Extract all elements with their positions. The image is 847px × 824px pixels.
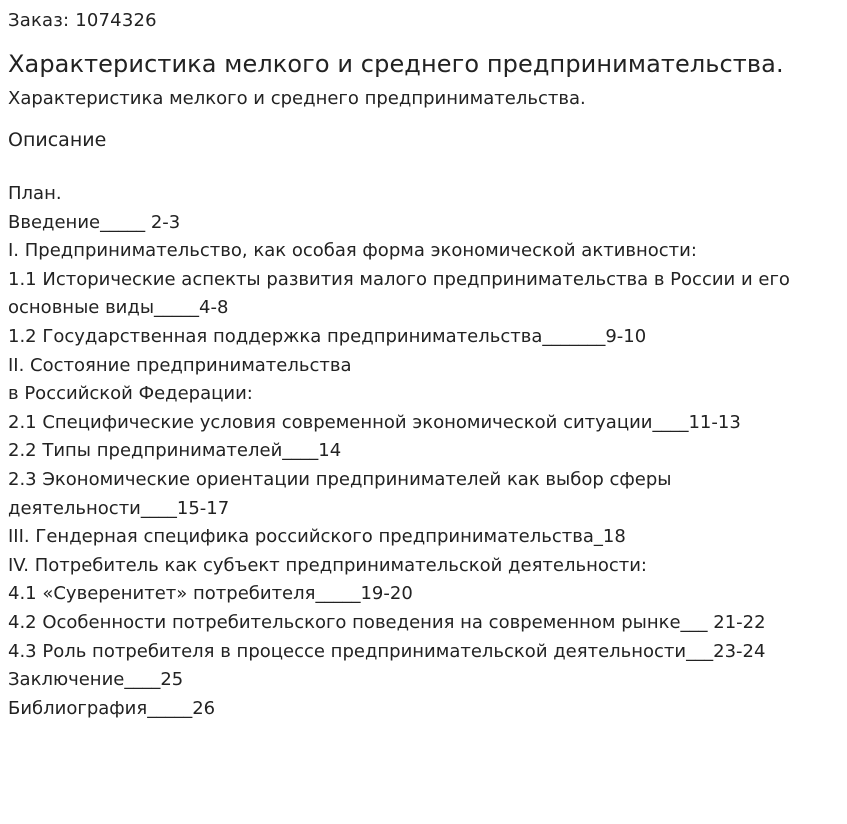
plan-line: Библиография_____26 bbox=[8, 697, 216, 719]
plan-line: Введение_____ 2-3 bbox=[8, 211, 181, 233]
plan-line: 2.3 Экономические ориентации предпринимателей как выбор сферы bbox=[8, 468, 672, 490]
document-subtitle: Характеристика мелкого и среднего предпринимательства. bbox=[8, 88, 586, 109]
plan-line: 1.2 Государственная поддержка предпринимательства_______9-10 bbox=[8, 325, 647, 347]
plan-line: IV. Потребитель как субъект предпринимательской деятельности: bbox=[8, 554, 647, 576]
plan-line: 4.1 «Суверенитет» потребителя_____19-20 bbox=[8, 583, 413, 605]
plan-line: Заключение____25 bbox=[8, 669, 184, 691]
plan-line: III. Гендерная специфика российского предпринимательства_18 bbox=[8, 526, 626, 548]
plan-line: 1.1 Исторические аспекты развития малого предпринимательства в России и его bbox=[8, 268, 790, 290]
plan-line: II. Состояние предпринимательства bbox=[8, 354, 352, 376]
plan-line: 4.2 Особенности потребительского поведения на современном рынке___ 21-22 bbox=[8, 611, 766, 633]
plan-line: деятельности____15-17 bbox=[8, 497, 230, 519]
plan-heading: План. bbox=[8, 183, 62, 204]
plan-line: в Российской Федерации: bbox=[8, 383, 253, 405]
order-number: Заказ: 1074326 bbox=[8, 10, 157, 31]
document-title: Характеристика мелкого и среднего предпринимательства. bbox=[8, 50, 784, 78]
plan-line: 2.1 Специфические условия современной экономической ситуации____11-13 bbox=[8, 411, 741, 433]
plan-line: I. Предпринимательство, как особая форма экономической активности: bbox=[8, 240, 697, 262]
plan-line: основные виды_____4-8 bbox=[8, 297, 229, 319]
description-label: Описание bbox=[8, 129, 107, 151]
plan-line: 4.3 Роль потребителя в процессе предпринимательской деятельности___23-24 bbox=[8, 640, 766, 662]
plan-contents bbox=[8, 180, 839, 723]
plan-line: 2.2 Типы предпринимателей____14 bbox=[8, 440, 342, 462]
